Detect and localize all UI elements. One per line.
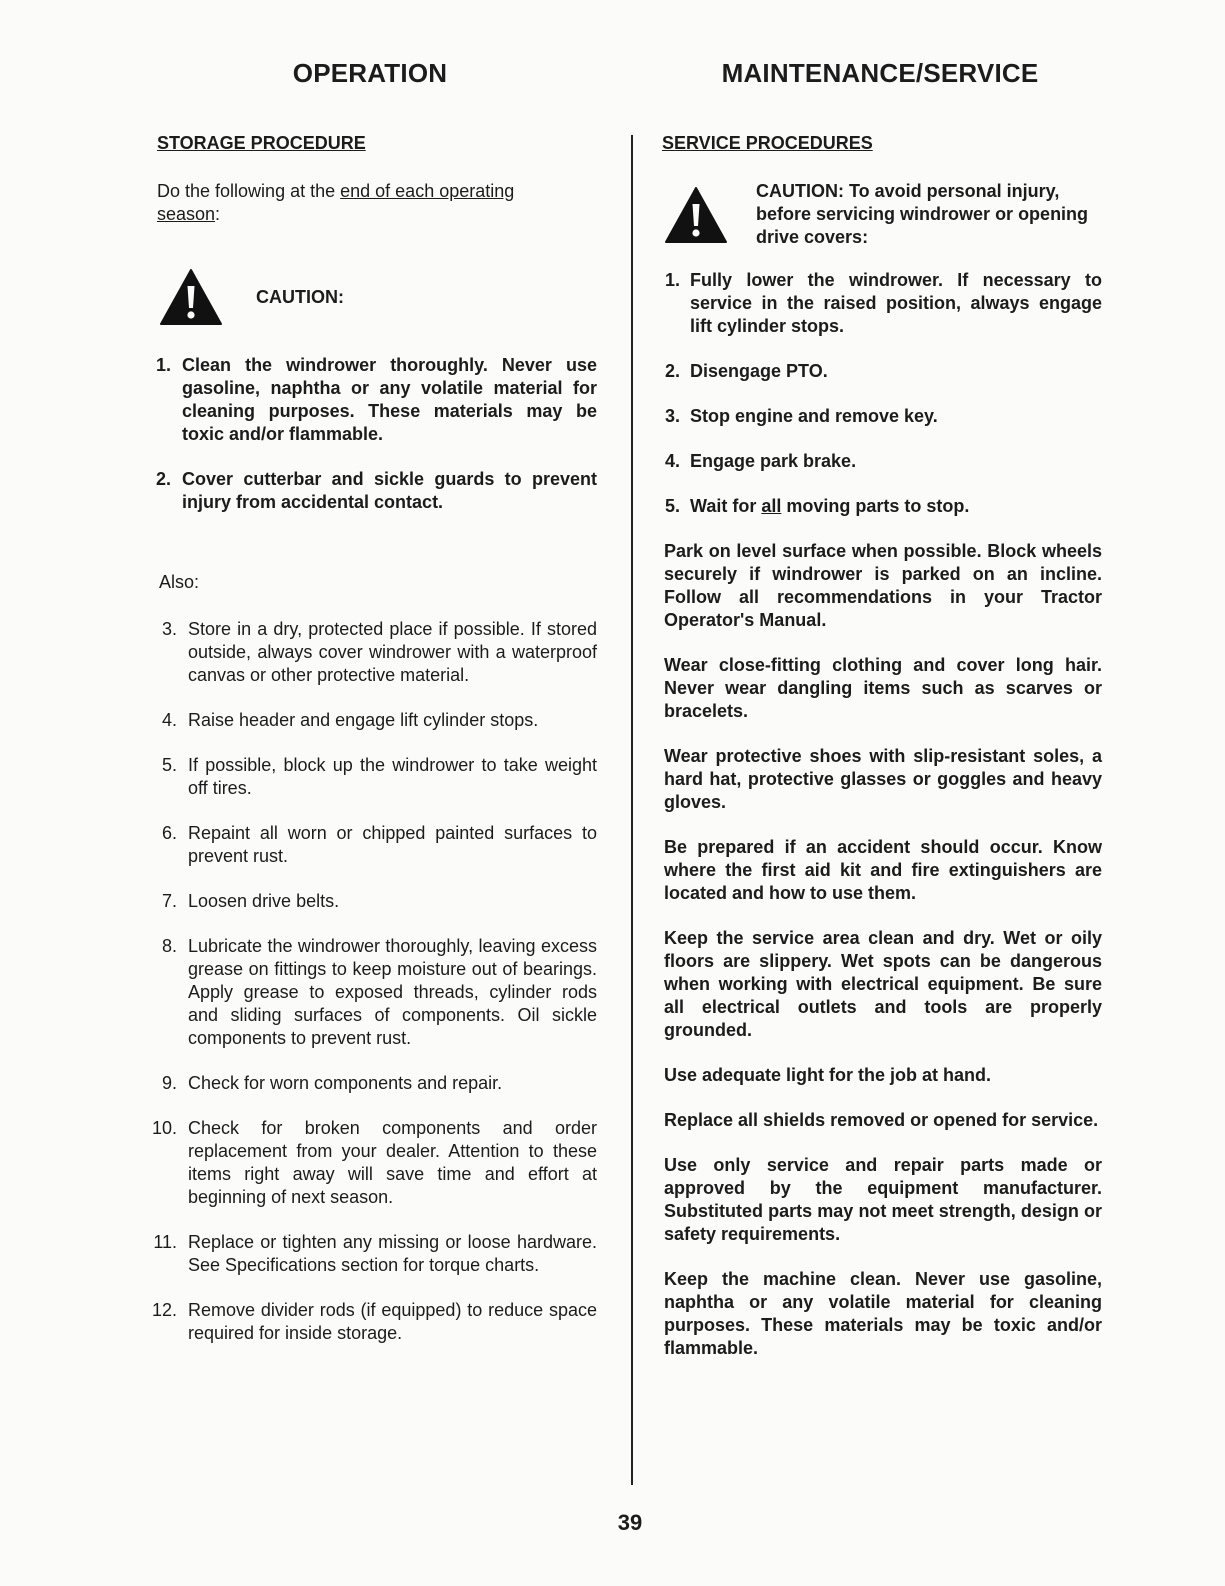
list-item: 10. Check for broken components and order replacement from your dealer. Attention to these items right away will save time and effort at beginning of next season. bbox=[151, 1118, 597, 1207]
safety-paragraph: Use adequate light for the job at hand. bbox=[664, 1065, 992, 1085]
list-item: 3. Store in a dry, protected place if possible. If stored outside, always cover windrower with a waterproof canvas or other protective material. bbox=[161, 619, 597, 685]
list-item: 4. Raise header and engage lift cylinder stops. bbox=[161, 710, 539, 730]
intro-prefix: Do the following at the bbox=[157, 181, 341, 201]
list-item: 1. Fully lower the windrower. If necessary to service in the raised position, always engage lift cylinder stops. bbox=[664, 270, 1102, 336]
intro-suffix: : bbox=[215, 204, 221, 224]
list-item: 11. Replace or tighten any missing or loose hardware. See Specifications section for torque charts. bbox=[153, 1232, 597, 1275]
safety-paragraph: Keep the machine clean. Never use gasoline, naphtha or any volatile material for cleaning purposes. These materials may be toxic and/or flammable. bbox=[664, 1269, 1102, 1358]
safety-paragraph: Wear protective shoes with slip-resistant soles, a hard hat, protective glasses or goggles and heavy gloves. bbox=[664, 746, 1102, 812]
storage-steps-list bbox=[151, 618, 597, 1345]
safety-paragraph: Keep the service area clean and dry. Wet or oily floors are slippery. Wet spots can be dangerous when working with electrical equipment. Be sure all electrical outlets and tools are properly grounded. bbox=[664, 928, 1102, 1040]
also-label: Also: bbox=[159, 572, 200, 592]
service-procedures-title: SERVICE PROCEDURES bbox=[662, 133, 873, 153]
caution-block-left bbox=[159, 268, 597, 326]
service-caution-text: CAUTION: To avoid personal injury, before servicing windrower or opening drive covers: bbox=[756, 181, 1089, 247]
list-item: 2. Cover cutterbar and sickle guards to prevent injury from accidental contact. bbox=[155, 469, 597, 512]
intro-line2: season bbox=[157, 204, 216, 224]
maintenance-column bbox=[662, 133, 1102, 1382]
safety-paragraph: Replace all shields removed or opened for service. bbox=[664, 1110, 1099, 1130]
list-item: 3. Stop engine and remove key. bbox=[664, 406, 938, 426]
list-item: 8. Lubricate the windrower thoroughly, leaving excess grease on fittings to keep moisture out of bearings. Apply grease to exposed threads, cylinder rods and sliding surfaces of components. Oil sickle components to prevent rust. bbox=[161, 936, 597, 1048]
list-item: 7. Loosen drive belts. bbox=[161, 891, 340, 911]
column-divider bbox=[631, 135, 633, 1485]
list-item: 5. Wait for all moving parts to stop. bbox=[664, 496, 970, 516]
maintenance-service-heading: MAINTENANCE/SERVICE bbox=[721, 58, 1039, 88]
list-item: 4. Engage park brake. bbox=[664, 451, 857, 471]
storage-procedure-title: STORAGE PROCEDURE bbox=[157, 133, 366, 153]
caution-label: CAUTION: bbox=[256, 286, 344, 307]
safety-paragraph: Be prepared if an accident should occur. Know where the first aid kit and fire extinguishers are located and how to use them. bbox=[664, 837, 1102, 903]
list-item: 12. Remove divider rods (if equipped) to reduce space required for inside storage. bbox=[151, 1300, 597, 1343]
safety-paragraph: Park on level surface when possible. Block wheels securely if windrower is parked on an incline. Follow all recommendations in your Tractor Operator's Manual. bbox=[664, 541, 1102, 630]
operation-column bbox=[151, 133, 597, 1367]
warning-triangle-icon bbox=[159, 268, 223, 326]
page-number: 39 bbox=[617, 1510, 643, 1535]
storage-bold-list bbox=[151, 354, 597, 514]
service-steps-list bbox=[662, 269, 1102, 518]
storage-intro bbox=[157, 180, 597, 226]
safety-paragraph: Use only service and repair parts made or approved by the equipment manufacturer. Substituted parts may not meet strength, design or safety requirements. bbox=[664, 1155, 1102, 1244]
caution-block-right bbox=[664, 180, 1102, 249]
operation-heading: OPERATION bbox=[292, 58, 448, 88]
list-item: 9. Check for worn components and repair. bbox=[161, 1073, 503, 1093]
safety-paragraph: Wear close-fitting clothing and cover long hair. Never wear dangling items such as scarves or bracelets. bbox=[664, 655, 1102, 721]
list-item: 5. If possible, block up the windrower to take weight off tires. bbox=[161, 755, 597, 798]
list-item: 1. Clean the windrower thoroughly. Never use gasoline, naphtha or any volatile material for cleaning purposes. These materials may be toxic and/or flammable. bbox=[155, 355, 597, 444]
list-item: 2. Disengage PTO. bbox=[664, 361, 828, 381]
list-item: 6. Repaint all worn or chipped painted surfaces to prevent rust. bbox=[161, 823, 597, 866]
warning-triangle-icon bbox=[664, 186, 728, 244]
intro-underlined: end of each operating bbox=[340, 181, 515, 201]
